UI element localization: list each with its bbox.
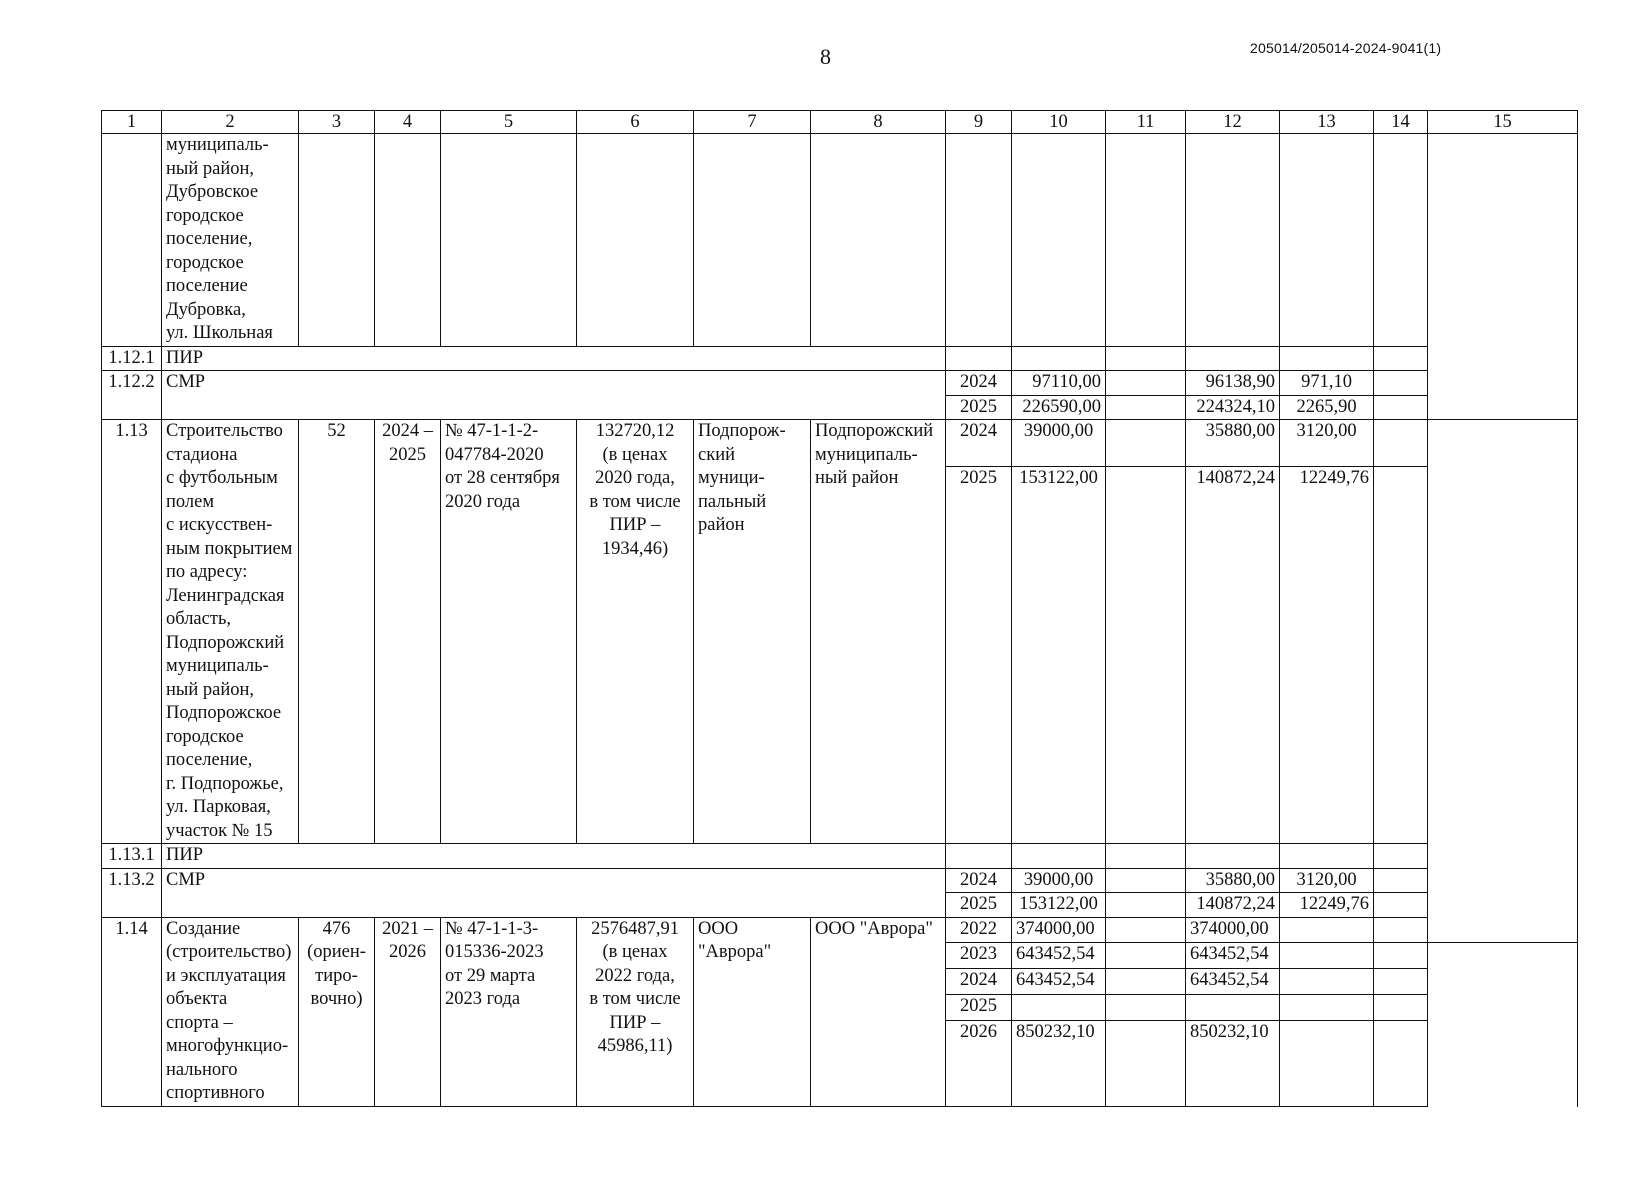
year: 2023	[946, 943, 1012, 969]
expertise: № 47-1-1-2- 047784-2020 от 28 сентября 2020 года	[441, 420, 577, 844]
stage-label: ПИР	[162, 844, 946, 869]
regional-amount: 643452,54	[1186, 943, 1280, 969]
regional-amount: 643452,54	[1186, 969, 1280, 995]
year: 2025	[946, 893, 1012, 918]
table-row	[102, 346, 1578, 371]
total-amount: 374000,00	[1012, 917, 1106, 943]
col-header: 10	[1012, 111, 1106, 134]
year: 2025	[946, 994, 1012, 1020]
row-number: 1.12.2	[102, 371, 162, 420]
col-header: 15	[1428, 111, 1578, 134]
row-number: 1.13.1	[102, 844, 162, 869]
col-header: 4	[375, 111, 441, 134]
total-amount: 97110,00	[1012, 371, 1106, 396]
regional-amount: 140872,24	[1186, 893, 1280, 918]
row-number: 1.14	[102, 917, 162, 1106]
regional-amount: 374000,00	[1186, 917, 1280, 943]
local-amount: 3120,00	[1280, 420, 1374, 467]
stage-label: СМР	[162, 868, 946, 917]
year: 2025	[946, 395, 1012, 420]
capacity: 52	[299, 420, 375, 844]
col-header: 11	[1106, 111, 1186, 134]
year: 2026	[946, 1020, 1012, 1106]
regional-amount: 96138,90	[1186, 371, 1280, 396]
year: 2025	[946, 467, 1012, 844]
table-row	[102, 371, 1578, 396]
stage-label: СМР	[162, 371, 946, 420]
year: 2024	[946, 420, 1012, 467]
estimated-cost: 132720,12 (в ценах 2020 года, в том числе ПИР – 1934,46)	[577, 420, 694, 844]
year: 2024	[946, 969, 1012, 995]
col-header: 1	[102, 111, 162, 134]
table-row	[102, 420, 1578, 467]
expertise: № 47-1-1-3- 015336-2023 от 29 марта 2023 года	[441, 917, 577, 1106]
page-number: 8	[820, 44, 831, 69]
customer: ООО "Аврора"	[694, 917, 811, 1106]
col-header: 7	[694, 111, 811, 134]
regional-amount: 224324,10	[1186, 395, 1280, 420]
col-header: 5	[441, 111, 577, 134]
capacity: 476 (ориен- тиро- вочно)	[299, 917, 375, 1106]
recipient: Подпорожский муниципаль- ный район	[811, 420, 946, 844]
object-name: Строительство стадиона с футбольным полем с искусствен- ным покрытием по адресу: Ленинградская область, Подпорожский муниципаль- ный район, Подпорожское городское поселение, г. Подпорожье, ул. Парковая, участок № 15	[162, 420, 299, 844]
object-name: Создание (строительство) и эксплуатация объекта спорта – многофункцио- нального спортивного	[162, 917, 299, 1106]
year: 2024	[946, 868, 1012, 893]
total-amount: 226590,00	[1012, 395, 1106, 420]
regional-amount: 140872,24	[1186, 467, 1280, 844]
stage-label: ПИР	[162, 346, 946, 371]
period: 2024 – 2025	[375, 420, 441, 844]
row-number: 1.12.1	[102, 346, 162, 371]
program-table	[101, 110, 1578, 1107]
table-row	[102, 917, 1578, 943]
column-number-row	[102, 111, 1578, 134]
total-amount: 39000,00	[1012, 868, 1106, 893]
local-amount: 3120,00	[1280, 868, 1374, 893]
customer: Подпорож- ский муници- пальный район	[694, 420, 811, 844]
row-number: 1.13.2	[102, 868, 162, 917]
local-amount: 12249,76	[1280, 467, 1374, 844]
estimated-cost: 2576487,91 (в ценах 2022 года, в том числе ПИР – 45986,11)	[577, 917, 694, 1106]
total-amount: 153122,00	[1012, 893, 1106, 918]
total-amount: 153122,00	[1012, 467, 1106, 844]
object-address: муниципаль- ный район, Дубровское городское поселение, городское поселение Дубровка, ул. Школьная	[162, 134, 299, 347]
total-amount: 643452,54	[1012, 943, 1106, 969]
local-amount: 971,10	[1280, 371, 1374, 396]
col-header: 13	[1280, 111, 1374, 134]
table-row	[102, 868, 1578, 893]
total-amount: 39000,00	[1012, 420, 1106, 467]
total-amount: 643452,54	[1012, 969, 1106, 995]
col-header: 12	[1186, 111, 1280, 134]
col-header: 14	[1374, 111, 1428, 134]
recipient: ООО "Аврора"	[811, 917, 946, 1106]
col-header: 2	[162, 111, 299, 134]
row-number: 1.13	[102, 420, 162, 844]
period: 2021 – 2026	[375, 917, 441, 1106]
col-header: 6	[577, 111, 694, 134]
regional-amount: 35880,00	[1186, 868, 1280, 893]
local-amount: 2265,90	[1280, 395, 1374, 420]
total-amount: 850232,10	[1012, 1020, 1106, 1106]
document-id: 205014/205014-2024-9041(1)	[1250, 40, 1442, 56]
table-row	[102, 844, 1578, 869]
col-header: 9	[946, 111, 1012, 134]
regional-amount: 35880,00	[1186, 420, 1280, 467]
col-header: 3	[299, 111, 375, 134]
year: 2024	[946, 371, 1012, 396]
local-amount: 12249,76	[1280, 893, 1374, 918]
table-row	[102, 134, 1578, 347]
col-header: 8	[811, 111, 946, 134]
regional-amount: 850232,10	[1186, 1020, 1280, 1106]
year: 2022	[946, 917, 1012, 943]
